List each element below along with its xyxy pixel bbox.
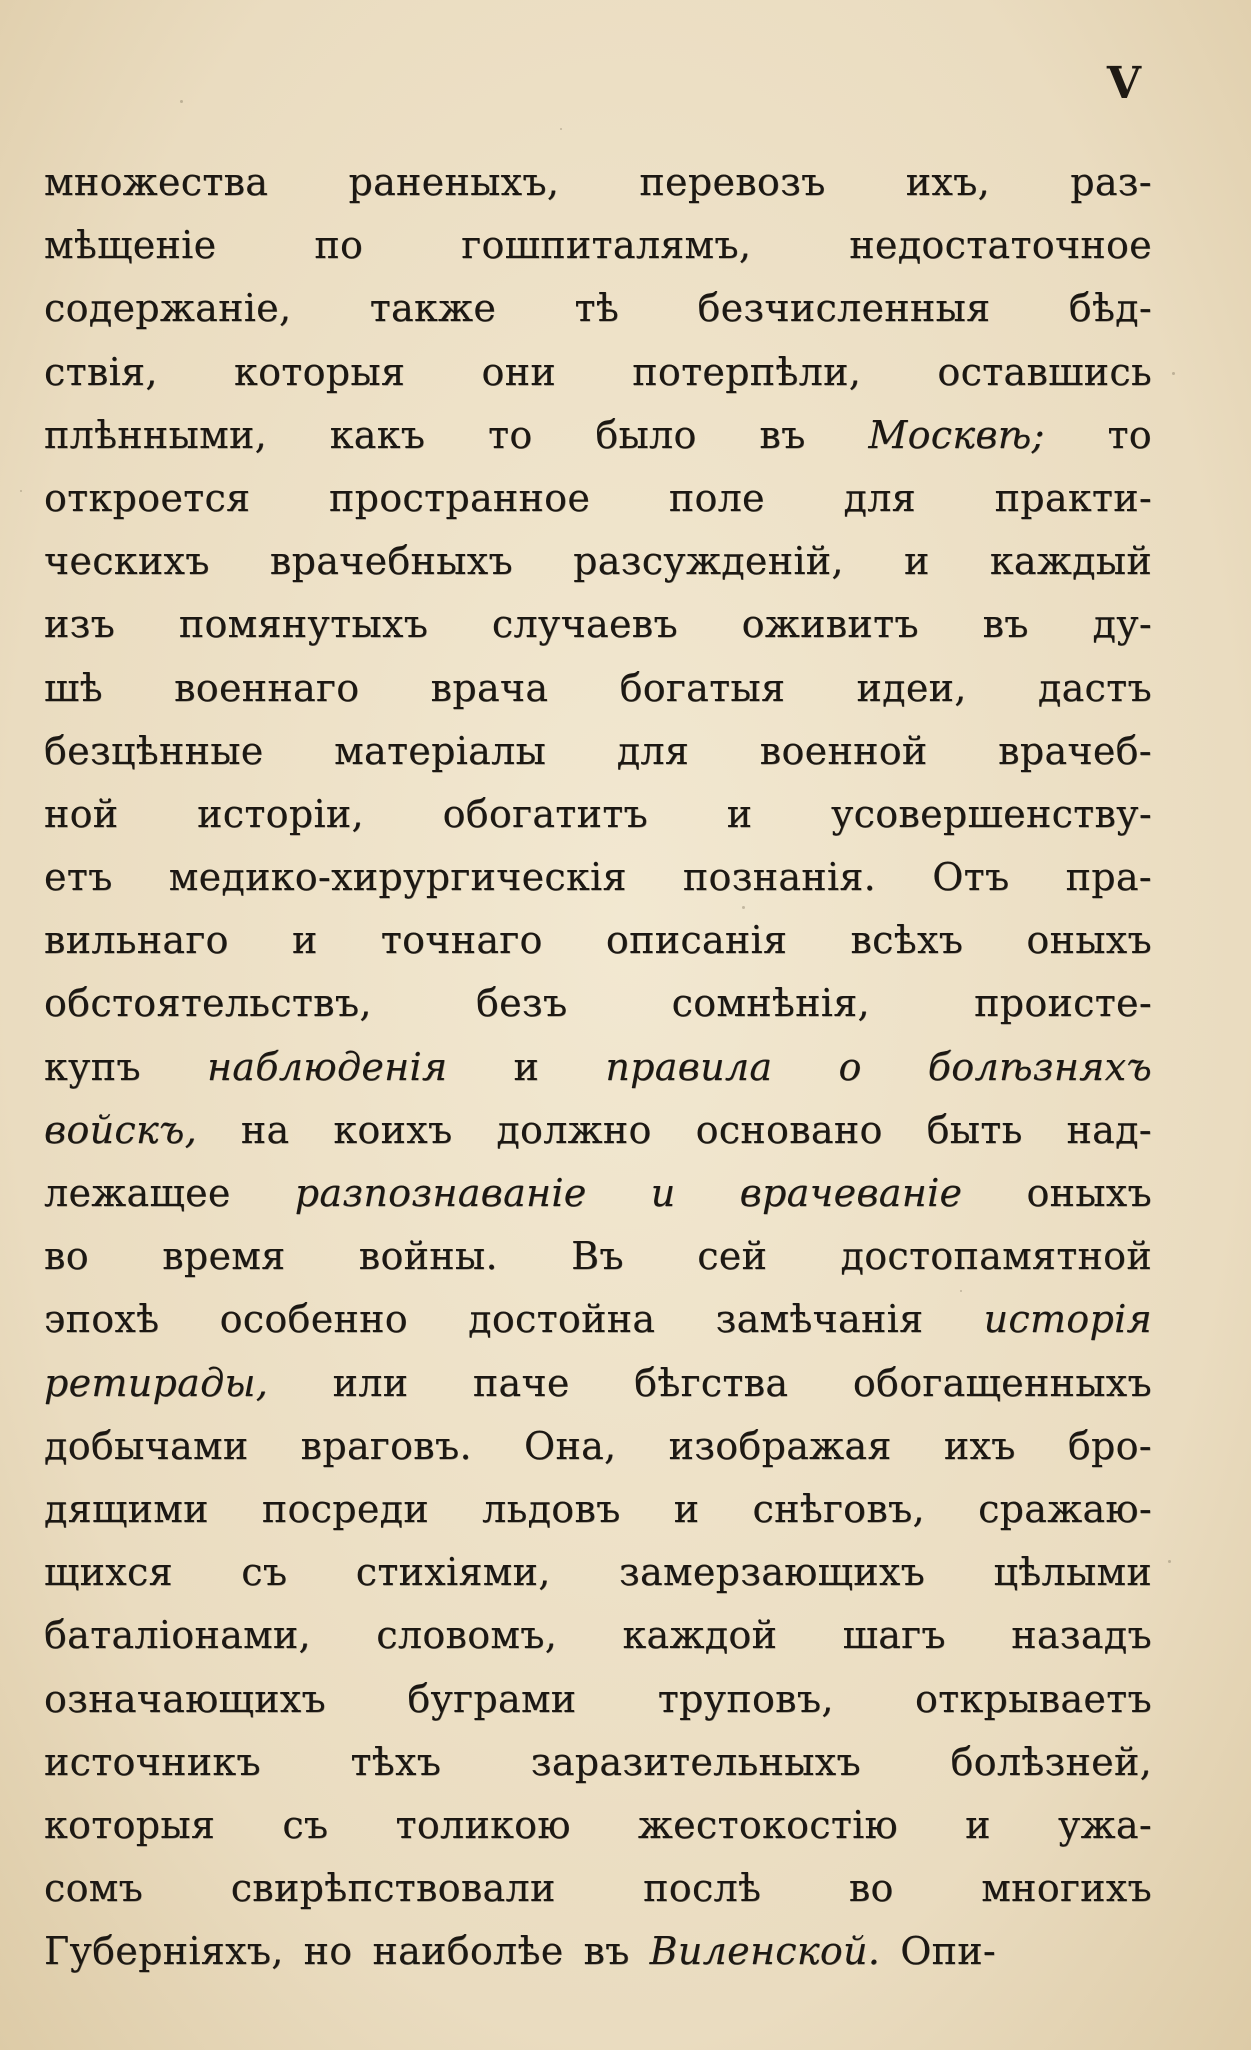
word: богатыя [619,665,786,710]
word: паче [472,1360,570,1405]
word: снѣговъ, [752,1486,925,1531]
word: лежащее [44,1171,231,1215]
word: ихъ, [905,160,991,204]
word: бѣгства [634,1360,789,1405]
word: сомъ [44,1866,144,1911]
word: наблюденія [206,1044,448,1089]
text-line [44,1361,1152,1424]
word: наиболѣе [372,1929,564,1974]
word: пространное [329,475,591,520]
word: источникъ [44,1739,261,1784]
word: добычами [44,1423,249,1468]
word: должно [496,1107,652,1152]
word: шагъ [842,1613,946,1658]
word: врачеб- [998,728,1152,773]
word: откроется [44,475,251,520]
word: ду- [1092,602,1152,647]
word: перевозъ [639,160,826,204]
word: во [44,1234,89,1279]
word: дастъ [1037,665,1152,710]
word: цѣлыми [993,1550,1152,1595]
word: стихіями, [355,1550,551,1595]
word: недостаточное [849,223,1152,268]
word: жестокостію [637,1802,898,1847]
word: замерзающихъ [619,1550,926,1595]
text-line [44,1108,1152,1171]
text-line [44,1929,1152,1992]
text-line [44,729,1152,792]
word: оставшись [937,349,1152,394]
word: замѣчанія [715,1297,924,1342]
text-line [44,1487,1152,1550]
word: и [726,791,753,836]
word: сей [697,1234,768,1279]
word: разсужденій, [573,539,844,584]
word: каждый [989,539,1152,584]
text-line [44,1550,1152,1613]
word: враговъ. [300,1423,472,1468]
word: щихся [44,1550,173,1595]
text-line [44,602,1152,665]
word: было [595,412,697,457]
word: оныхъ [1026,918,1152,963]
word: Виленской. [649,1929,881,1974]
word: Отъ [932,855,1010,900]
word: дящими [44,1486,209,1531]
word: безцѣнные [44,728,264,773]
word: разпознаваніе [294,1171,587,1215]
word: пра- [1065,855,1152,900]
word: болѣзней, [950,1739,1152,1784]
word: раненыхъ, [348,160,560,204]
word: матеріалы [334,728,547,773]
word: но [303,1929,353,1974]
word: исторіи, [197,791,364,836]
word: на [240,1107,290,1152]
word: то [488,412,533,457]
word: познанія. [682,855,877,900]
word: бѣд- [1068,286,1152,331]
word: усовершенству- [831,791,1152,836]
text-line [44,1297,1152,1360]
word: обстоятельствъ, [44,981,372,1026]
word: назадъ [1011,1613,1152,1658]
word: идеи, [856,665,967,710]
word: плѣнными, [44,412,267,457]
word: достойна [468,1297,656,1342]
word: медико-хирургическія [168,855,627,900]
text-line [44,223,1152,286]
word: изображая [668,1423,892,1468]
text-line [44,1234,1152,1297]
word: описанія [605,918,788,963]
word: врача [430,665,549,710]
word: шѣ [44,665,103,710]
word: над- [1066,1107,1152,1152]
word: и [291,918,318,963]
word: происте- [974,981,1152,1026]
word: коихъ [333,1107,453,1152]
text-line [44,413,1152,476]
word: въ [982,602,1029,647]
word: эпохѣ [44,1297,160,1342]
text-line [44,918,1152,981]
word: потерпѣли, [632,349,862,394]
word: также [369,286,497,331]
text-line [44,1613,1152,1676]
word: баталіонами, [44,1613,311,1658]
word: правила [605,1044,773,1089]
word: словомъ, [376,1613,558,1658]
word: етъ [44,855,113,900]
word: ческихъ [44,539,210,584]
word: многихъ [981,1866,1152,1911]
word: заразительныхъ [530,1739,861,1784]
text-line [44,1677,1152,1740]
word: толикою [395,1802,571,1847]
text-line [44,350,1152,413]
word: какъ [329,412,426,457]
word: означающихъ [44,1676,327,1721]
word: сомнѣнія, [671,981,870,1026]
word: мѣщеніе [44,223,217,268]
page-number: V [1106,58,1141,109]
word: съ [241,1550,288,1595]
word: о [838,1044,862,1089]
word: всѣхъ [850,918,964,963]
word: ной [44,791,119,836]
word: оживитъ [741,602,919,647]
word: военнаго [174,665,360,710]
word: безъ [475,981,568,1026]
word: Москвѣ; [868,412,1045,457]
text-line [44,1866,1152,1929]
word: которыя [234,349,406,394]
word: ствія, [44,349,158,394]
word: бро- [1067,1423,1152,1468]
word: изъ [44,602,116,647]
text-line [44,1740,1152,1803]
word: ретирады, [44,1360,269,1405]
word: тѣ [574,286,620,331]
word: Она, [524,1423,617,1468]
word: и [650,1171,676,1215]
text-line [44,476,1152,539]
word: Въ [571,1234,624,1279]
word: помянутыхъ [178,602,429,647]
word: врачеваніе [739,1171,963,1215]
word: во [848,1866,894,1911]
word: достопамятной [840,1234,1152,1279]
word: раз- [1070,160,1152,204]
word: или [332,1360,409,1405]
text-line [44,539,1152,602]
word: тѣхъ [350,1739,442,1784]
word: врачебныхъ [269,539,513,584]
word: гошпиталямъ, [461,223,752,268]
word: Опи- [900,1929,997,1974]
text-line [44,1803,1152,1866]
word: по [314,223,364,268]
word: случаевъ [491,602,678,647]
word: ихъ [943,1423,1016,1468]
word: купъ [44,1044,141,1089]
word: и [965,1802,991,1847]
text-line [44,855,1152,918]
word: посреди [261,1486,429,1531]
text-line [44,286,1152,349]
word: поле [668,475,765,520]
word: то [1107,412,1152,457]
word: сражаю- [978,1486,1152,1531]
word: оныхъ [1026,1171,1152,1215]
text-line [44,1424,1152,1487]
text-line [44,160,1152,223]
word: военной [759,728,928,773]
word: Губерніяхъ, [44,1929,284,1974]
word: льдовъ [482,1486,621,1531]
word: исторія [983,1297,1152,1342]
text-line [44,666,1152,729]
word: безчисленныя [697,286,991,331]
word: въ [759,412,806,457]
word: съ [282,1802,329,1847]
word: свирѣпствовали [230,1866,556,1911]
word: послѣ [643,1866,762,1911]
word: содержаніе, [44,286,292,331]
word: и [513,1044,540,1089]
word: труповъ, [657,1676,834,1721]
word: каждой [622,1613,778,1658]
word: основано [695,1107,883,1152]
text-line [44,1171,1152,1234]
word: буграми [407,1676,577,1721]
word: въ [583,1929,630,1974]
word: точнаго [380,918,543,963]
word: особенно [219,1297,408,1342]
body-text [44,160,1152,1992]
word: практи- [994,475,1152,520]
word: вильнаго [44,918,229,963]
word: войскъ, [44,1107,197,1152]
text-line [44,1045,1152,1108]
word: обогатитъ [442,791,649,836]
word: они [481,349,556,394]
word: время [162,1234,286,1279]
text-line [44,981,1152,1044]
word: войны. [358,1234,498,1279]
word: для [616,728,690,773]
text-line [44,792,1152,855]
word: множества [44,160,269,204]
word: открываетъ [915,1676,1152,1721]
word: болѣзняхъ [927,1044,1152,1089]
word: для [843,475,916,520]
word: обогащенныхъ [852,1360,1152,1405]
word: и [903,539,930,584]
word: которыя [44,1802,216,1847]
word: быть [926,1107,1023,1152]
word: и [673,1486,700,1531]
word: ужа- [1057,1802,1152,1847]
